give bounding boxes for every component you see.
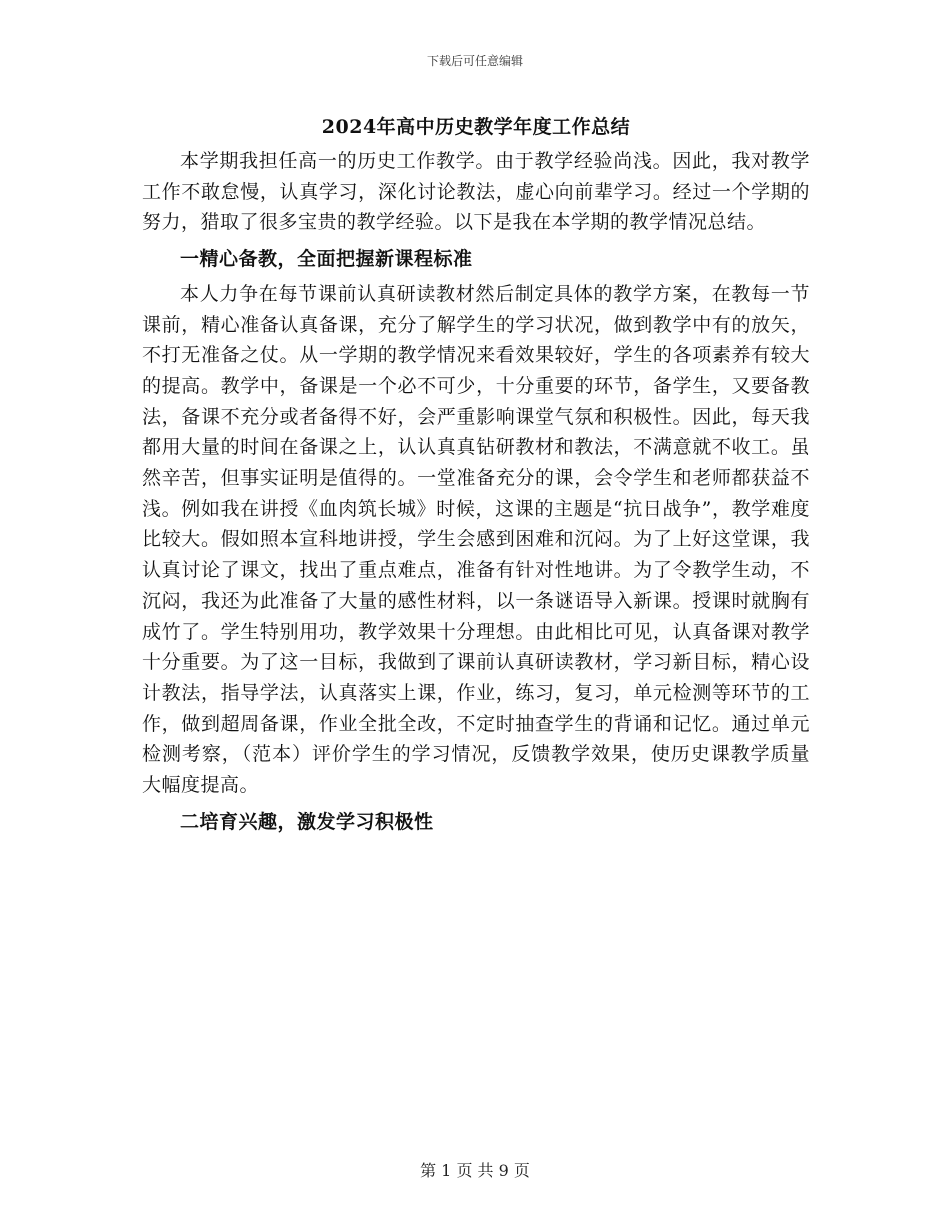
section-1-heading: 一精心备教，全面把握新课程标准 xyxy=(180,248,473,271)
section-2-heading: 二培育兴趣，激发学习积极性 xyxy=(180,810,434,833)
page-number-footer: 第 1 页 共 9 页 xyxy=(420,1161,530,1180)
section-1-paragraph: 本人力争在每节课前认真研读教材然后制定具体的教学方案，在教每一节课前，精心准备认真备课，充分了解学生的学习状况，做到教学中有的放矢，不打无准备之仗。从一学期的教学情况来看效果较好，学生的各项素养有较大的提高。教学中，备课是一个必不可少，十分重要的环节，备学生，又要备教法，备课不充分或者备得不好，会严重影响课堂气氛和积极性。因此，每天我都用大量的时间在备课之上，认认真真钻研教材和教法，不满意就不收工。虽然辛苦，但事实证明是值得的。一堂准备充分的课，会令学生和老师都获益不浅。例如我在讲授《血肉筑长城》时候，这课的主题是“抗日战争”，教学难度比较大。假如照本宣科地讲授，学生会感到困难和沉闷。为了上好这堂课，我认真讨论了课文，找出了重点难点，准备有针对性地讲。为了令教学生动，不沉闷，我还为此准备了大量的感性材料，以一条谜语导入新课。授课时就胸有成竹了。学生特别用功，教学效果十分理想。由此相比可见，认真备课对教学十分重要。为了这一目标，我做到了课前认真研读教材，学习新目标，精心设计教法，指导学法，认真落实上课，作业，练习，复习，单元检测等环节的工作，做到超周备课，作业全批全改，不定时抽查学生的背诵和记忆。通过单元检测考察，（范本）评价学生的学习情况，反馈教学效果，使历史课教学质量大幅度提高。 xyxy=(142,282,810,797)
document-body xyxy=(142,112,810,841)
intro-paragraph: 本学期我担任高一的历史工作教学。由于教学经验尚浅。因此，我对教学工作不敢怠慢，认真学习，深化讨论教法，虚心向前辈学习。经过一个学期的努力，猎取了很多宝贵的教学经验。以下是我在本学期的教学情况总结。 xyxy=(142,150,810,234)
document-title: 2024年高中历史教学年度工作总结 xyxy=(321,116,631,138)
page-header-note: 下载后可任意编辑 xyxy=(426,54,523,68)
